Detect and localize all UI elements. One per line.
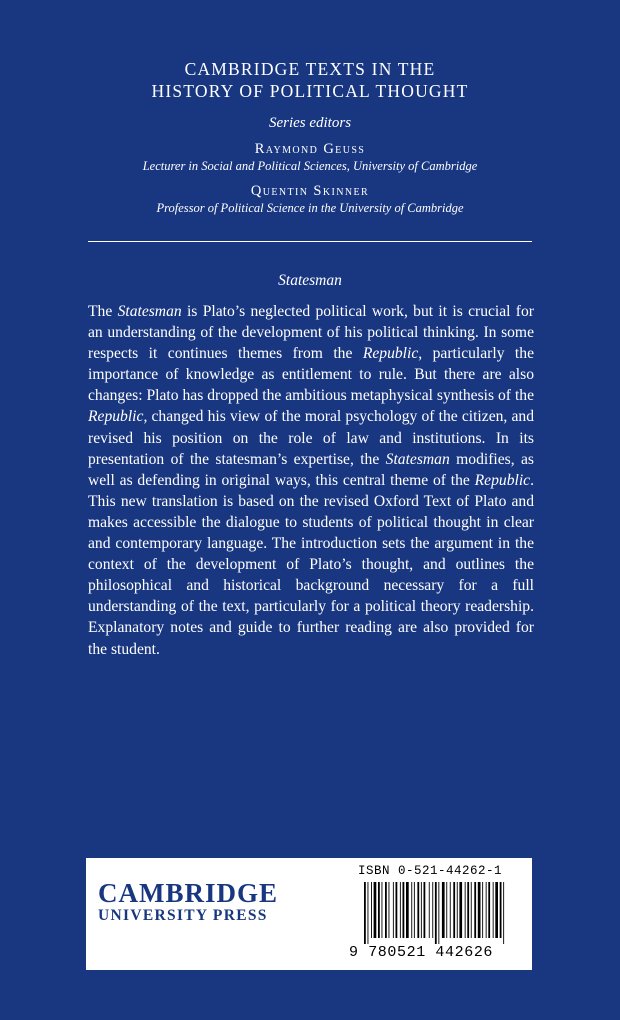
barcode-bar [435, 882, 437, 944]
barcode-bar [482, 882, 483, 938]
barcode-bar [493, 882, 494, 938]
barcode-bar [417, 882, 419, 938]
editor-name-2: Quentin Skinner [250, 183, 370, 199]
barcode-bar [432, 882, 433, 938]
description-italic-run: Republic [362, 345, 419, 363]
barcode-bar [374, 882, 377, 938]
barcode-bar [438, 882, 439, 944]
barcode-bar [478, 882, 481, 938]
barcode-bar [421, 882, 422, 938]
description-italic-run: Republic [474, 471, 531, 489]
barcode-bar [495, 882, 498, 938]
barcode-bar [385, 882, 387, 938]
barcode-bar [429, 882, 430, 938]
barcode-bar [378, 882, 380, 938]
barcode-bar [382, 882, 383, 938]
barcode-bar [471, 882, 472, 938]
series-title-line-2: HISTORY OF POLITICAL THOUGHT [151, 81, 469, 101]
publisher-logo-sub: UNIVERSITY PRESS [98, 907, 268, 924]
barcode-bar [474, 882, 476, 938]
barcode-bar [488, 882, 490, 938]
isbn-label: ISBN 0-521-44262-1 [358, 864, 503, 878]
editor-title-2: Professor of Political Science in the University of Cambridge [156, 201, 464, 215]
barcode-bar [446, 882, 447, 938]
description-run: , changed his view of the moral psychology of the citizen, and revised his position on the role of law and institutions. In its presentation of the statesman’s expertise, the [88, 408, 534, 468]
barcode-bar [368, 882, 369, 944]
barcode-bar [411, 882, 412, 938]
barcode-bar [400, 882, 401, 938]
barcode-digits: 9 780521 442626 [349, 944, 494, 961]
description-italic-run: Statesman [385, 450, 450, 468]
barcode-bar [486, 882, 487, 938]
series-title-line-1: CAMBRIDGE TEXTS IN THE [184, 59, 436, 79]
barcode-bar [442, 882, 445, 938]
editor-name-1: Raymond Geuss [254, 141, 366, 157]
description-run: . This new translation is based on the revised Oxford Text of Plato and makes accessible the dialogue to students of political thought in clear and contemporary language. The introduction sets the argument in the context of the development of Plato’s thought, and outlines the philosophical and historical background necessary for a full understanding of the text, particularly for a political theory readership. Explanatory notes and guide to further reading are also provided for the student. [88, 471, 534, 658]
description-italic-run: Republic [88, 408, 144, 426]
barcode-bar [424, 882, 426, 938]
series-editors-label: Series editors [268, 115, 352, 131]
publisher-logo-main: CAMBRIDGE [98, 878, 279, 908]
barcode-bar [465, 882, 466, 938]
description-italic-run: Statesman [117, 303, 182, 320]
publisher-barcode-panel [86, 858, 532, 970]
book-description [88, 301, 534, 660]
barcode-bar [406, 882, 409, 938]
book-title: Statesman [278, 272, 342, 289]
barcode-bar [450, 882, 451, 938]
barcode-bar [500, 882, 502, 938]
barcode-bar [364, 882, 366, 944]
barcode-bar [396, 882, 398, 938]
publisher-logo [98, 880, 278, 925]
barcode-bar [457, 882, 458, 938]
barcode-bar [467, 882, 469, 938]
barcode-bar [393, 882, 394, 938]
description-run: modifies, as well as defending in original ways, this central theme of the [88, 450, 534, 489]
barcode-bar [453, 882, 455, 938]
barcode-bar [459, 882, 462, 938]
barcode-bar [414, 882, 415, 938]
description-run: The [88, 303, 118, 320]
barcode-bar [403, 882, 405, 938]
series-header [0, 58, 620, 216]
divider-rule [88, 241, 532, 242]
barcode-bar [503, 882, 504, 944]
editor-title-1: Lecturer in Social and Political Sciences, University of Cambridge [142, 159, 478, 173]
description-run: is Plato’s neglected political work, but it is crucial for an understanding of the development of his political thinking. In some respects it continues themes from the [88, 303, 534, 363]
barcode-bar [389, 882, 390, 938]
barcode [362, 882, 528, 944]
description-run: , particularly the importance of knowledge as entitlement to rule. But there are also changes: Plato has dropped the ambitious metaphysical synthesis of the [88, 345, 534, 405]
barcode-bar [371, 882, 372, 938]
